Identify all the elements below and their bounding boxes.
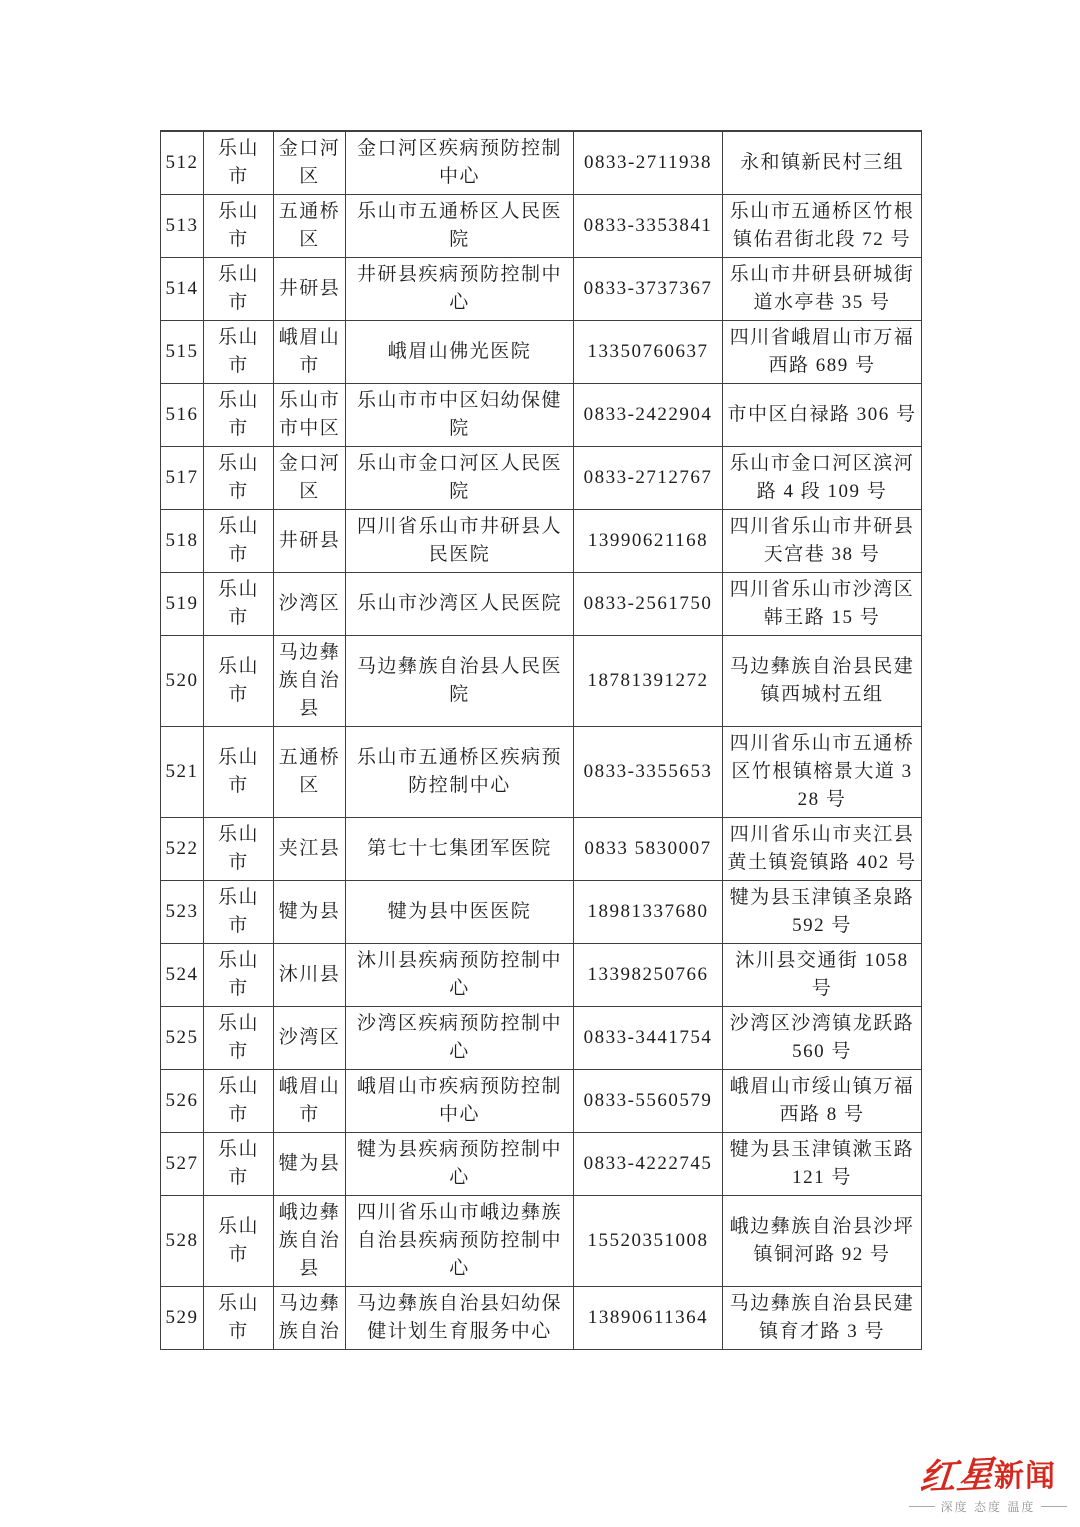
table-body bbox=[161, 131, 922, 1350]
cell-institution: 沐川县疾病预防控制中心 bbox=[346, 944, 574, 1007]
table-row bbox=[161, 384, 922, 447]
cell-address: 乐山市井研县研城街道水亭巷 35 号 bbox=[723, 258, 922, 321]
cell-city: 乐山市 bbox=[204, 258, 274, 321]
cell-row-number: 525 bbox=[161, 1007, 204, 1070]
cell-city: 乐山市 bbox=[204, 384, 274, 447]
cell-address: 四川省乐山市井研县天宫巷 38 号 bbox=[723, 510, 922, 573]
cell-district: 沐川县 bbox=[274, 944, 346, 1007]
cell-row-number: 522 bbox=[161, 818, 204, 881]
cell-address: 马边彝族自治县民建镇西城村五组 bbox=[723, 636, 922, 727]
cell-institution: 马边彝族自治县妇幼保健计划生育服务中心 bbox=[346, 1287, 574, 1350]
cell-institution: 乐山市沙湾区人民医院 bbox=[346, 573, 574, 636]
cell-phone: 0833-3737367 bbox=[574, 258, 723, 321]
table-row bbox=[161, 1287, 922, 1350]
cell-district: 金口河区 bbox=[274, 131, 346, 195]
cell-city: 乐山市 bbox=[204, 573, 274, 636]
cell-row-number: 523 bbox=[161, 881, 204, 944]
table-row bbox=[161, 727, 922, 818]
table-row bbox=[161, 1007, 922, 1070]
cell-district: 峨边彝族自治县 bbox=[274, 1196, 346, 1287]
cell-phone: 0833-5560579 bbox=[574, 1070, 723, 1133]
cell-row-number: 517 bbox=[161, 447, 204, 510]
cell-row-number: 513 bbox=[161, 195, 204, 258]
cell-address: 四川省乐山市夹江县黄土镇瓷镇路 402 号 bbox=[723, 818, 922, 881]
cell-city: 乐山市 bbox=[204, 510, 274, 573]
cell-phone: 0833-2711938 bbox=[574, 131, 723, 195]
cell-city: 乐山市 bbox=[204, 1007, 274, 1070]
table-row bbox=[161, 258, 922, 321]
cell-district: 峨眉山市 bbox=[274, 321, 346, 384]
cell-institution: 四川省乐山市峨边彝族自治县疾病预防控制中心 bbox=[346, 1196, 574, 1287]
cell-row-number: 521 bbox=[161, 727, 204, 818]
cell-district: 乐山市市中区 bbox=[274, 384, 346, 447]
cell-institution: 四川省乐山市井研县人民医院 bbox=[346, 510, 574, 573]
cell-institution: 乐山市金口河区人民医院 bbox=[346, 447, 574, 510]
cell-phone: 18781391272 bbox=[574, 636, 723, 727]
tagline-left-dash bbox=[909, 1506, 935, 1507]
cell-address: 峨眉山市绥山镇万福西路 8 号 bbox=[723, 1070, 922, 1133]
cell-city: 乐山市 bbox=[204, 321, 274, 384]
logo-brand-calligraphy: 红星 bbox=[918, 1454, 996, 1498]
table-row bbox=[161, 447, 922, 510]
cell-phone: 13398250766 bbox=[574, 944, 723, 1007]
table-row bbox=[161, 881, 922, 944]
cell-district: 犍为县 bbox=[274, 881, 346, 944]
cell-phone: 0833 5830007 bbox=[574, 818, 723, 881]
cell-phone: 0833-3355653 bbox=[574, 727, 723, 818]
cell-address: 马边彝族自治县民建镇育才路 3 号 bbox=[723, 1287, 922, 1350]
cell-institution: 乐山市五通桥区疾病预防控制中心 bbox=[346, 727, 574, 818]
cell-address: 永和镇新民村三组 bbox=[723, 131, 922, 195]
cell-city: 乐山市 bbox=[204, 881, 274, 944]
table-row bbox=[161, 944, 922, 1007]
cell-city: 乐山市 bbox=[204, 944, 274, 1007]
cell-phone: 18981337680 bbox=[574, 881, 723, 944]
cell-address: 市中区白禄路 306 号 bbox=[723, 384, 922, 447]
tagline-right-dash bbox=[1041, 1506, 1067, 1507]
cell-district: 马边彝族自治县 bbox=[274, 636, 346, 727]
logo-brand-text: 新闻 bbox=[994, 1460, 1056, 1493]
cell-address: 沐川县交通街 1058 号 bbox=[723, 944, 922, 1007]
cell-city: 乐山市 bbox=[204, 131, 274, 195]
cell-institution: 峨眉山佛光医院 bbox=[346, 321, 574, 384]
cell-institution: 乐山市五通桥区人民医院 bbox=[346, 195, 574, 258]
cell-phone: 15520351008 bbox=[574, 1196, 723, 1287]
cell-institution: 乐山市市中区妇幼保健院 bbox=[346, 384, 574, 447]
cell-district: 犍为县 bbox=[274, 1133, 346, 1196]
cell-row-number: 519 bbox=[161, 573, 204, 636]
cell-row-number: 518 bbox=[161, 510, 204, 573]
cell-row-number: 520 bbox=[161, 636, 204, 727]
cell-district: 沙湾区 bbox=[274, 1007, 346, 1070]
cell-institution: 峨眉山市疾病预防控制中心 bbox=[346, 1070, 574, 1133]
cell-row-number: 514 bbox=[161, 258, 204, 321]
cell-phone: 0833-2712767 bbox=[574, 447, 723, 510]
cell-row-number: 526 bbox=[161, 1070, 204, 1133]
cell-district: 夹江县 bbox=[274, 818, 346, 881]
cell-address: 乐山市五通桥区竹根镇佑君街北段 72 号 bbox=[723, 195, 922, 258]
cell-phone: 0833-4222745 bbox=[574, 1133, 723, 1196]
table-row bbox=[161, 321, 922, 384]
cell-district: 峨眉山市 bbox=[274, 1070, 346, 1133]
cell-city: 乐山市 bbox=[204, 195, 274, 258]
logo-tagline bbox=[908, 1498, 1068, 1515]
cell-address: 犍为县玉津镇圣泉路 592 号 bbox=[723, 881, 922, 944]
cell-row-number: 512 bbox=[161, 131, 204, 195]
cell-institution: 沙湾区疾病预防控制中心 bbox=[346, 1007, 574, 1070]
table-row bbox=[161, 1196, 922, 1287]
cell-district: 五通桥区 bbox=[274, 195, 346, 258]
footer-logo bbox=[908, 1454, 1068, 1515]
table-row bbox=[161, 195, 922, 258]
cell-phone: 13890611364 bbox=[574, 1287, 723, 1350]
cell-row-number: 528 bbox=[161, 1196, 204, 1287]
cell-city: 乐山市 bbox=[204, 447, 274, 510]
cell-row-number: 529 bbox=[161, 1287, 204, 1350]
cell-address: 四川省峨眉山市万福西路 689 号 bbox=[723, 321, 922, 384]
cell-phone: 13990621168 bbox=[574, 510, 723, 573]
table-row bbox=[161, 131, 922, 195]
cell-district: 五通桥区 bbox=[274, 727, 346, 818]
cell-address: 峨边彝族自治县沙坪镇铜河路 92 号 bbox=[723, 1196, 922, 1287]
cell-district: 沙湾区 bbox=[274, 573, 346, 636]
cell-address: 犍为县玉津镇漱玉路 121 号 bbox=[723, 1133, 922, 1196]
table-row bbox=[161, 636, 922, 727]
cell-district: 金口河区 bbox=[274, 447, 346, 510]
cell-district: 马边彝族自治 bbox=[274, 1287, 346, 1350]
cell-city: 乐山市 bbox=[204, 818, 274, 881]
cell-row-number: 515 bbox=[161, 321, 204, 384]
cell-phone: 0833-3353841 bbox=[574, 195, 723, 258]
cell-phone: 0833-3441754 bbox=[574, 1007, 723, 1070]
medical-institutions-table bbox=[160, 130, 922, 1350]
cell-phone: 0833-2422904 bbox=[574, 384, 723, 447]
cell-row-number: 527 bbox=[161, 1133, 204, 1196]
cell-address: 四川省乐山市五通桥区竹根镇榕景大道 328 号 bbox=[723, 727, 922, 818]
table-row bbox=[161, 573, 922, 636]
cell-district: 井研县 bbox=[274, 258, 346, 321]
cell-city: 乐山市 bbox=[204, 1196, 274, 1287]
cell-address: 乐山市金口河区滨河路 4 段 109 号 bbox=[723, 447, 922, 510]
cell-institution: 马边彝族自治县人民医院 bbox=[346, 636, 574, 727]
table-row bbox=[161, 510, 922, 573]
redstar-news-logo bbox=[908, 1454, 1068, 1498]
cell-city: 乐山市 bbox=[204, 727, 274, 818]
table-row bbox=[161, 818, 922, 881]
cell-institution: 井研县疾病预防控制中心 bbox=[346, 258, 574, 321]
cell-city: 乐山市 bbox=[204, 1133, 274, 1196]
cell-institution: 犍为县疾病预防控制中心 bbox=[346, 1133, 574, 1196]
tagline-text: 深度 态度 温度 bbox=[940, 1500, 1036, 1514]
cell-institution: 犍为县中医医院 bbox=[346, 881, 574, 944]
cell-address: 沙湾区沙湾镇龙跃路 560 号 bbox=[723, 1007, 922, 1070]
cell-address: 四川省乐山市沙湾区韩王路 15 号 bbox=[723, 573, 922, 636]
cell-row-number: 516 bbox=[161, 384, 204, 447]
cell-phone: 13350760637 bbox=[574, 321, 723, 384]
cell-city: 乐山市 bbox=[204, 1070, 274, 1133]
cell-district: 井研县 bbox=[274, 510, 346, 573]
cell-row-number: 524 bbox=[161, 944, 204, 1007]
cell-phone: 0833-2561750 bbox=[574, 573, 723, 636]
cell-institution: 金口河区疾病预防控制中心 bbox=[346, 131, 574, 195]
table-row bbox=[161, 1070, 922, 1133]
table-row bbox=[161, 1133, 922, 1196]
cell-city: 乐山市 bbox=[204, 636, 274, 727]
cell-city: 乐山市 bbox=[204, 1287, 274, 1350]
cell-institution: 第七十七集团军医院 bbox=[346, 818, 574, 881]
